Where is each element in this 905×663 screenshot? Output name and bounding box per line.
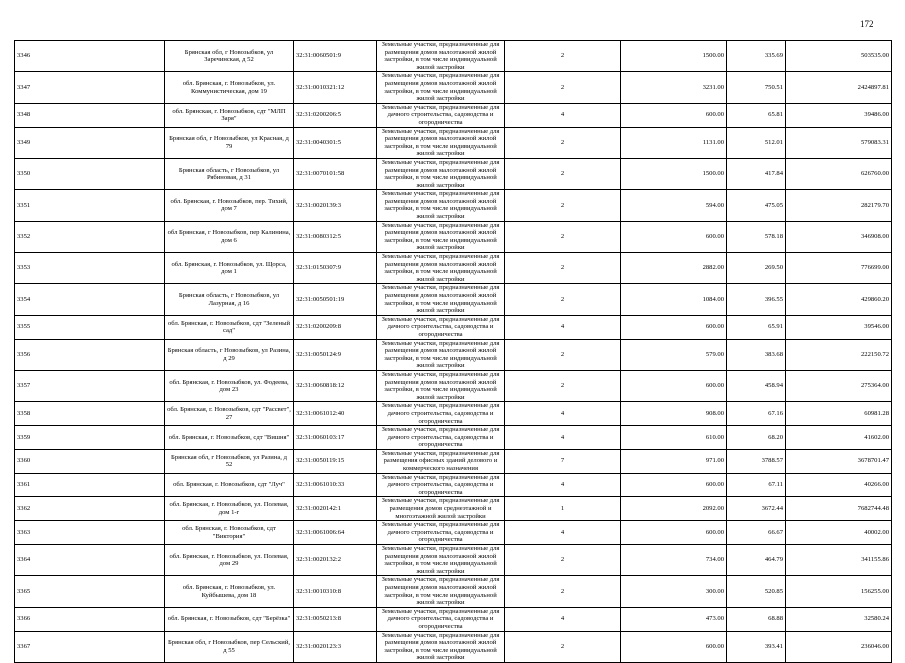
table-row: [15, 631, 892, 662]
land-registry-table: [14, 40, 892, 663]
category-cell: 2: [505, 221, 621, 252]
table-row: [15, 253, 892, 284]
row-number: 3350: [15, 158, 165, 189]
category-cell: 2: [505, 72, 621, 103]
cadastral-number-cell: 32:31:0061010:33: [294, 473, 377, 497]
cadastral-value-cell: 40266.00: [786, 473, 892, 497]
area-cell: 579.00: [621, 339, 727, 370]
unit-value-cell: 68.88: [727, 607, 786, 631]
address-cell: Брянская обл, г Новозыбков, ул Заречинская, д 52: [165, 41, 294, 72]
unit-value-cell: 3788.57: [727, 449, 786, 473]
category-cell: 2: [505, 41, 621, 72]
table-row: [15, 315, 892, 339]
cadastral-value-cell: 776699.00: [786, 253, 892, 284]
address-cell: Брянская область, г Новозыбков, ул Рябиновая, д 31: [165, 158, 294, 189]
table-row: [15, 127, 892, 158]
address-cell: Брянская область, г Новозыбков, ул Разина, д 29: [165, 339, 294, 370]
area-cell: 3231.00: [621, 72, 727, 103]
cadastral-value-cell: 579083.31: [786, 127, 892, 158]
category-cell: 7: [505, 449, 621, 473]
permitted-use-cell: Земельные участки, предназначенные для размещения домов малоэтажной жилой застройки, в том числе индивидуальной жилой застройки: [377, 631, 505, 662]
permitted-use-cell: Земельные участки, предназначенные для размещения офисных зданий делового и коммерческого назначения: [377, 449, 505, 473]
permitted-use-cell: Земельные участки, предназначенные для дачного строительства, садоводства и огородничества: [377, 521, 505, 545]
area-cell: 1131.00: [621, 127, 727, 158]
address-cell: Брянская обл, г Новозыбков, ул Разина, д 52: [165, 449, 294, 473]
area-cell: 600.00: [621, 315, 727, 339]
permitted-use-cell: Земельные участки, предназначенные для размещения домов малоэтажной жилой застройки, в том числе индивидуальной жилой застройки: [377, 545, 505, 576]
area-cell: 594.00: [621, 190, 727, 221]
address-cell: Брянская обл, г Новозыбков, пер Сельский, д 55: [165, 631, 294, 662]
row-number: 3366: [15, 607, 165, 631]
table-row: [15, 190, 892, 221]
cadastral-number-cell: 32:31:0050119:15: [294, 449, 377, 473]
cadastral-value-cell: 40002.00: [786, 521, 892, 545]
row-number: 3360: [15, 449, 165, 473]
cadastral-value-cell: 41602.00: [786, 426, 892, 450]
cadastral-number-cell: 32:31:0150307:9: [294, 253, 377, 284]
area-cell: 473.00: [621, 607, 727, 631]
permitted-use-cell: Земельные участки, предназначенные для размещения домов малоэтажной жилой застройки, в том числе индивидуальной жилой застройки: [377, 370, 505, 401]
row-number: 3361: [15, 473, 165, 497]
table-row: [15, 402, 892, 426]
unit-value-cell: 65.91: [727, 315, 786, 339]
address-cell: обл. Брянская, г. Новозыбков, ул. Куйбышева, дом 18: [165, 576, 294, 607]
row-number: 3357: [15, 370, 165, 401]
row-number: 3359: [15, 426, 165, 450]
area-cell: 2882.00: [621, 253, 727, 284]
cadastral-number-cell: 32:31:0060818:12: [294, 370, 377, 401]
area-cell: 734.00: [621, 545, 727, 576]
category-cell: 4: [505, 315, 621, 339]
table-row: [15, 497, 892, 521]
cadastral-value-cell: 275364.00: [786, 370, 892, 401]
row-number: 3353: [15, 253, 165, 284]
permitted-use-cell: Земельные участки, предназначенные для дачного строительства, садоводства и огородничества: [377, 402, 505, 426]
table-row: [15, 521, 892, 545]
permitted-use-cell: Земельные участки, предназначенные для размещения домов среднеэтажной и многоэтажной жилой застройки: [377, 497, 505, 521]
cadastral-number-cell: 32:31:0061006:64: [294, 521, 377, 545]
table-row: [15, 576, 892, 607]
permitted-use-cell: Земельные участки, предназначенные для дачного строительства, садоводства и огородничества: [377, 426, 505, 450]
permitted-use-cell: Земельные участки, предназначенные для размещения домов малоэтажной жилой застройки, в том числе индивидуальной жилой застройки: [377, 72, 505, 103]
table-row: [15, 41, 892, 72]
table-row: [15, 449, 892, 473]
address-cell: обл. Брянская, г. Новозыбков, ул. Щорса, дом 1: [165, 253, 294, 284]
area-cell: 2092.00: [621, 497, 727, 521]
cadastral-number-cell: 32:31:0010321:12: [294, 72, 377, 103]
row-number: 3347: [15, 72, 165, 103]
table-row: [15, 473, 892, 497]
table-row: [15, 607, 892, 631]
cadastral-value-cell: 341155.86: [786, 545, 892, 576]
address-cell: обл. Брянская, г. Новозыбков, пер. Тихий, дом 7: [165, 190, 294, 221]
unit-value-cell: 66.67: [727, 521, 786, 545]
unit-value-cell: 464.79: [727, 545, 786, 576]
cadastral-number-cell: 32:31:0070101:58: [294, 158, 377, 189]
cadastral-value-cell: 2424897.81: [786, 72, 892, 103]
address-cell: обл. Брянская, г. Новозыбков, сдт "Вишня": [165, 426, 294, 450]
row-number: 3349: [15, 127, 165, 158]
permitted-use-cell: Земельные участки, предназначенные для размещения домов малоэтажной жилой застройки, в том числе индивидуальной жилой застройки: [377, 158, 505, 189]
unit-value-cell: 383.68: [727, 339, 786, 370]
address-cell: Брянская обл, г Новозыбков, ул Красная, д 79: [165, 127, 294, 158]
address-cell: обл. Брянская, г. Новозыбков, сдт "Виктория": [165, 521, 294, 545]
permitted-use-cell: Земельные участки, предназначенные для размещения домов малоэтажной жилой застройки, в том числе индивидуальной жилой застройки: [377, 576, 505, 607]
cadastral-number-cell: 32:31:0010310:8: [294, 576, 377, 607]
cadastral-number-cell: 32:31:0020139:3: [294, 190, 377, 221]
permitted-use-cell: Земельные участки, предназначенные для размещения домов малоэтажной жилой застройки, в том числе индивидуальной жилой застройки: [377, 284, 505, 315]
address-cell: обл. Брянская, г. Новозыбков, ул. Коммунистическая, дом 19: [165, 72, 294, 103]
area-cell: 600.00: [621, 370, 727, 401]
cadastral-value-cell: 60981.28: [786, 402, 892, 426]
category-cell: 2: [505, 190, 621, 221]
cadastral-value-cell: 39486.00: [786, 103, 892, 127]
area-cell: 600.00: [621, 473, 727, 497]
area-cell: 600.00: [621, 631, 727, 662]
unit-value-cell: 67.16: [727, 402, 786, 426]
cadastral-value-cell: 7682744.48: [786, 497, 892, 521]
category-cell: 2: [505, 158, 621, 189]
cadastral-number-cell: 32:31:0200209:8: [294, 315, 377, 339]
category-cell: 2: [505, 253, 621, 284]
permitted-use-cell: Земельные участки, предназначенные для дачного строительства, садоводства и огородничества: [377, 103, 505, 127]
area-cell: 1500.00: [621, 158, 727, 189]
row-number: 3363: [15, 521, 165, 545]
category-cell: 2: [505, 127, 621, 158]
row-number: 3355: [15, 315, 165, 339]
area-cell: 1500.00: [621, 41, 727, 72]
cadastral-value-cell: 39546.00: [786, 315, 892, 339]
cadastral-value-cell: 429860.20: [786, 284, 892, 315]
cadastral-number-cell: 32:31:0060501:9: [294, 41, 377, 72]
category-cell: 2: [505, 631, 621, 662]
cadastral-number-cell: 32:31:0050501:19: [294, 284, 377, 315]
area-cell: 600.00: [621, 221, 727, 252]
cadastral-number-cell: 32:31:0080312:5: [294, 221, 377, 252]
category-cell: 2: [505, 339, 621, 370]
table-row: [15, 370, 892, 401]
unit-value-cell: 475.05: [727, 190, 786, 221]
address-cell: обл. Брянская, г. Новозыбков, сдт "Рассвет", 27: [165, 402, 294, 426]
category-cell: 4: [505, 103, 621, 127]
category-cell: 2: [505, 284, 621, 315]
cadastral-number-cell: 32:31:0020142:1: [294, 497, 377, 521]
cadastral-number-cell: 32:31:0061012:40: [294, 402, 377, 426]
permitted-use-cell: Земельные участки, предназначенные для размещения домов малоэтажной жилой застройки, в том числе индивидуальной жилой застройки: [377, 127, 505, 158]
cadastral-number-cell: 32:31:0020132:2: [294, 545, 377, 576]
unit-value-cell: 417.84: [727, 158, 786, 189]
cadastral-value-cell: 3678701.47: [786, 449, 892, 473]
category-cell: 2: [505, 545, 621, 576]
permitted-use-cell: Земельные участки, предназначенные для размещения домов малоэтажной жилой застройки, в том числе индивидуальной жилой застройки: [377, 253, 505, 284]
area-cell: 300.00: [621, 576, 727, 607]
area-cell: 600.00: [621, 521, 727, 545]
unit-value-cell: 520.85: [727, 576, 786, 607]
area-cell: 610.00: [621, 426, 727, 450]
cadastral-value-cell: 32580.24: [786, 607, 892, 631]
unit-value-cell: 3672.44: [727, 497, 786, 521]
category-cell: 4: [505, 607, 621, 631]
area-cell: 1084.00: [621, 284, 727, 315]
unit-value-cell: 458.94: [727, 370, 786, 401]
row-number: 3364: [15, 545, 165, 576]
unit-value-cell: 68.20: [727, 426, 786, 450]
row-number: 3354: [15, 284, 165, 315]
address-cell: обл. Брянская, г. Новозыбков, ул. Фодеева, дом 23: [165, 370, 294, 401]
unit-value-cell: 67.11: [727, 473, 786, 497]
table-row: [15, 158, 892, 189]
cadastral-value-cell: 236046.00: [786, 631, 892, 662]
address-cell: обл. Брянская, г. Новозыбков, ул. Полевая, дом 29: [165, 545, 294, 576]
row-number: 3367: [15, 631, 165, 662]
row-number: 3346: [15, 41, 165, 72]
address-cell: обл Брянская, г Новозыбков, пер Калинина, дом 6: [165, 221, 294, 252]
cadastral-value-cell: 346908.00: [786, 221, 892, 252]
permitted-use-cell: Земельные участки, предназначенные для дачного строительства, садоводства и огородничества: [377, 315, 505, 339]
unit-value-cell: 393.41: [727, 631, 786, 662]
permitted-use-cell: Земельные участки, предназначенные для размещения домов малоэтажной жилой застройки, в том числе индивидуальной жилой застройки: [377, 339, 505, 370]
cadastral-value-cell: 626760.00: [786, 158, 892, 189]
unit-value-cell: 65.81: [727, 103, 786, 127]
category-cell: 4: [505, 426, 621, 450]
unit-value-cell: 396.55: [727, 284, 786, 315]
row-number: 3365: [15, 576, 165, 607]
category-cell: 2: [505, 370, 621, 401]
address-cell: обл. Брянская, г. Новозыбков, сдт "Луч": [165, 473, 294, 497]
table-row: [15, 103, 892, 127]
cadastral-number-cell: 32:31:0020123:3: [294, 631, 377, 662]
cadastral-number-cell: 32:31:0050124:9: [294, 339, 377, 370]
row-number: 3348: [15, 103, 165, 127]
cadastral-value-cell: 222150.72: [786, 339, 892, 370]
area-cell: 971.00: [621, 449, 727, 473]
row-number: 3362: [15, 497, 165, 521]
page-number: 172: [860, 19, 874, 29]
cadastral-number-cell: 32:31:0050213:8: [294, 607, 377, 631]
area-cell: 908.00: [621, 402, 727, 426]
table-row: [15, 339, 892, 370]
permitted-use-cell: Земельные участки, предназначенные для размещения домов малоэтажной жилой застройки, в том числе индивидуальной жилой застройки: [377, 221, 505, 252]
permitted-use-cell: Земельные участки, предназначенные для размещения домов малоэтажной жилой застройки, в том числе индивидуальной жилой застройки: [377, 190, 505, 221]
category-cell: 2: [505, 576, 621, 607]
cadastral-number-cell: 32:31:0060103:17: [294, 426, 377, 450]
unit-value-cell: 750.51: [727, 72, 786, 103]
table-row: [15, 72, 892, 103]
cadastral-value-cell: 282179.70: [786, 190, 892, 221]
table-row: [15, 221, 892, 252]
cadastral-value-cell: 503535.00: [786, 41, 892, 72]
permitted-use-cell: Земельные участки, предназначенные для дачного строительства, садоводства и огородничества: [377, 607, 505, 631]
category-cell: 1: [505, 497, 621, 521]
row-number: 3351: [15, 190, 165, 221]
row-number: 3352: [15, 221, 165, 252]
unit-value-cell: 578.18: [727, 221, 786, 252]
table-row: [15, 426, 892, 450]
address-cell: обл. Брянская, г. Новозыбков, сдт "Берёзка": [165, 607, 294, 631]
category-cell: 4: [505, 473, 621, 497]
permitted-use-cell: Земельные участки, предназначенные для размещения домов малоэтажной жилой застройки, в том числе индивидуальной жилой застройки: [377, 41, 505, 72]
category-cell: 4: [505, 402, 621, 426]
address-cell: обл. Брянская, г. Новозыбков, сдт "Зеленый сад": [165, 315, 294, 339]
table-row: [15, 545, 892, 576]
address-cell: Брянская область, г Новозыбков, ул Лазурная, д 16: [165, 284, 294, 315]
unit-value-cell: 512.01: [727, 127, 786, 158]
unit-value-cell: 335.69: [727, 41, 786, 72]
category-cell: 4: [505, 521, 621, 545]
unit-value-cell: 269.50: [727, 253, 786, 284]
area-cell: 600.00: [621, 103, 727, 127]
permitted-use-cell: Земельные участки, предназначенные для дачного строительства, садоводства и огородничества: [377, 473, 505, 497]
table-row: [15, 284, 892, 315]
cadastral-value-cell: 156255.00: [786, 576, 892, 607]
cadastral-number-cell: 32:31:0200206:5: [294, 103, 377, 127]
cadastral-number-cell: 32:31:0040301:5: [294, 127, 377, 158]
address-cell: обл. Брянская, г. Новозыбков, сдт "МЛП Заря": [165, 103, 294, 127]
address-cell: обл. Брянская, г. Новозыбков, ул. Полевая, дом 1-г: [165, 497, 294, 521]
row-number: 3356: [15, 339, 165, 370]
row-number: 3358: [15, 402, 165, 426]
